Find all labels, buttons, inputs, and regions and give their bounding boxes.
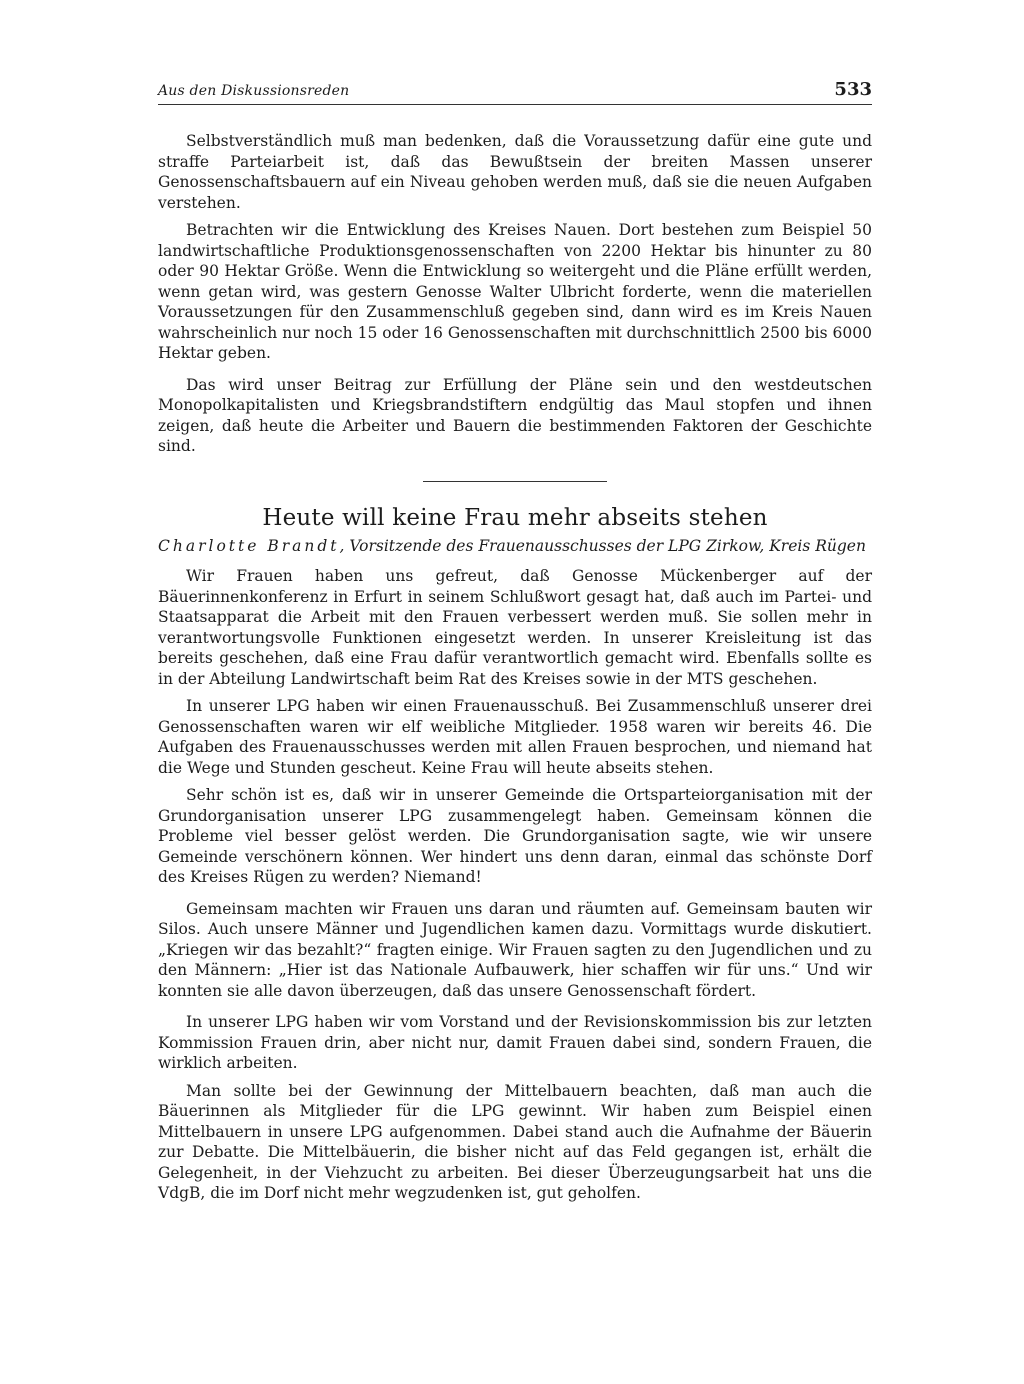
paragraph: Gemeinsam machten wir Frauen uns daran und räumten auf. Gemeinsam bauten wir Silos. Auch unsere Männer und Jugendlichen kamen dazu. Vormittags wurde diskutiert. „Kriegen wir das bezahlt?“ fragten einige. Wir Frauen sagten zu den Jugendlichen und zu den Männern: „Hier ist das Nationale Aufbauwerk, hier schaffen wir für uns.“ Und wir konnten sie alle davon überzeugen, daß das unsere Genossenschaft fördert. xyxy=(158,899,872,1000)
document-page xyxy=(158,70,872,1211)
section-title: Heute will keine Frau mehr abseits stehen xyxy=(262,504,768,531)
paragraph: Selbstverständlich muß man bedenken, daß die Voraussetzung dafür eine gute und straffe Parteiarbeit ist, daß das Bewußtsein der breiten Massen unserer Genossenschaftsbauern auf ein Niveau gehoben werden muß, daß sie die neuen Aufgaben verstehen. xyxy=(158,132,872,212)
paragraph: Man sollte bei der Gewinnung der Mittelbauern beachten, daß man auch die Bäuerinnen als Mitglieder für die LPG gewinnt. Wir haben zum Beispiel einen Mittelbauern in unsere LPG aufgenommen. Dabei stand auch die Aufnahme der Bäuerin zur Debatte. Die Mittelbäuerin, die bisher nicht auf das Feld gegangen ist, erhält die Gelegenheit, in der Viehzucht zu arbeiten. Bei dieser Überzeugungsarbeit hat uns die VdgB, die im Dorf nicht mehr wegzudenken ist, gut geholfen. xyxy=(158,1081,872,1202)
running-title: Aus den Diskussionsreden xyxy=(158,83,350,99)
speaker-name: Charlotte Brandt xyxy=(158,536,340,555)
page-number: 533 xyxy=(834,79,872,100)
paragraph: In unserer LPG haben wir vom Vorstand und der Revisionskommission bis zur letzten Kommission Frauen drin, aber nicht nur, damit Frauen dabei sind, sondern Frauen, die wirklich arbeiten. xyxy=(158,1013,872,1072)
paragraph: Wir Frauen haben uns gefreut, daß Genosse Mückenberger auf der Bäuerinnenkonferenz in Erfurt in seinem Schlußwort gesagt hat, daß auch im Partei- und Staatsapparat die Arbeit mit den Frauen verbessert werden muß. Sie sollen mehr in verantwortungsvolle Funktionen eingesetzt werden. In unserer Kreisleitung ist das bereits geschehen, daß eine Frau dafür verantwortlich gemacht wird. Ebenfalls sollte es in der Abteilung Landwirtschaft beim Rat des Kreises sowie in der MTS geschehen. xyxy=(158,567,872,688)
paragraph: Sehr schön ist es, daß wir in unserer Gemeinde die Ortsparteiorganisation mit der Grundorganisation unserer LPG zusammengelegt haben. Gemeinsam können die Probleme viel besser gelöst werden. Die Grundorganisation sagte, wie wir unsere Gemeinde verschönern können. Wer hindert uns denn daran, einmal das schönste Dorf des Kreises Rügen zu werden? Niemand! xyxy=(158,786,872,886)
paragraph: In unserer LPG haben wir einen Frauenausschuß. Bei Zusammenschluß unserer drei Genossenschaften waren wir elf weibliche Mitglieder. 1958 waren wir bereits 46. Die Aufgaben des Frauenausschusses werden mit allen Frauen besprochen, und niemand hat die Wege und Stunden gescheut. Keine Frau will heute abseits stehen. xyxy=(158,697,872,777)
speaker-role: , Vorsitzende des Frauenausschusses der LPG Zirkow, Kreis Rügen xyxy=(339,536,866,555)
speaker-attribution xyxy=(158,536,872,557)
paragraph: Das wird unser Beitrag zur Erfüllung der Pläne sein und den westdeutschen Monopolkapitalisten und Kriegsbrandstiftern endgültig das Maul stopfen und ihnen zeigen, daß heute die Arbeiter und Bauern die bestimmenden Faktoren der Geschichte sind. xyxy=(158,375,872,455)
page-header xyxy=(158,70,872,105)
paragraph: Betrachten wir die Entwicklung des Kreises Nauen. Dort bestehen zum Beispiel 50 landwirtschaftliche Produktionsgenossenschaften von 2200 Hektar bis hinunter zu 80 oder 90 Hektar Größe. Wenn die Entwicklung so weitergeht und die Pläne erfüllt werden, wenn getan wird, was gestern Genosse Walter Ulbricht forderte, wenn die materiellen Voraussetzungen für den Zusammenschluß gegeben sind, dann wird es im Kreis Nauen wahrscheinlich nur noch 15 oder 16 Genossenschaften mit durchschnittlich 2500 bis 6000 Hektar geben. xyxy=(158,221,872,362)
page-content xyxy=(158,131,872,1204)
section-divider xyxy=(423,481,607,482)
